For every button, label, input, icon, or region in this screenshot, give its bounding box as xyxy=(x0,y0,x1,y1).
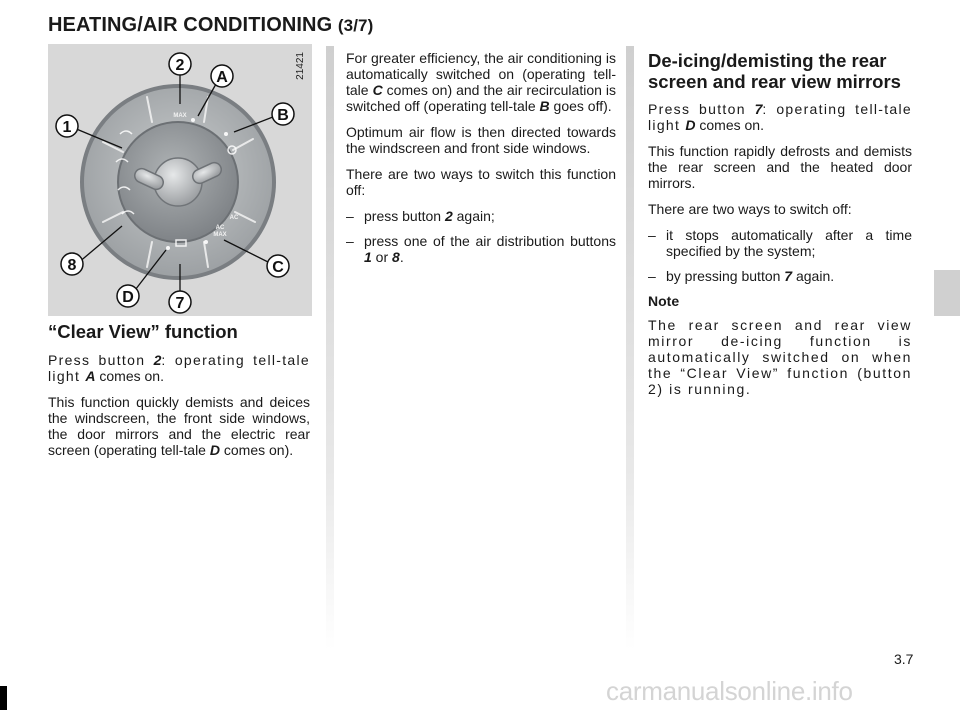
note-label: Note xyxy=(648,293,680,309)
clear-view-instruction: Press button 2: operating tell-tale light A comes on. xyxy=(48,352,311,384)
panel-label-max-top: MAX xyxy=(173,113,187,119)
watermark: carmanualsonline.info xyxy=(606,676,853,706)
rear-demist-heading: De-icing/demisting the rear screen and rear view mirrors xyxy=(648,50,901,92)
efficiency-paragraph: For greater efficiency, the air conditioning is automatically switched on (operating tell-tale C comes on) and the air recirculation is switched off (operating tell-tale B goes off). xyxy=(346,50,616,114)
clear-view-heading: “Clear View” function xyxy=(48,321,238,342)
callout-7: 7 xyxy=(175,295,185,312)
panel-label-max-bottom: MAX xyxy=(213,232,227,238)
list-item: – it stops automatically after a time specified by the system; xyxy=(648,227,912,259)
rear-switch-off-list xyxy=(648,227,912,284)
column-divider-right xyxy=(626,46,634,650)
switch-off-list xyxy=(346,208,616,265)
clear-view-description: This function quickly demists and deices the windscreen, the front side windows, the door mirrors and the electric rear screen (operating tell-tale D comes on). xyxy=(48,394,310,458)
panel-label-ac-right: AC xyxy=(229,215,239,221)
callout-c: C xyxy=(272,259,284,276)
rear-demist-section xyxy=(648,50,912,407)
rear-demist-description: This function rapidly defrosts and demists the rear screen and the heated door mirrors. xyxy=(648,143,912,191)
callout-1: 1 xyxy=(62,119,72,136)
figure-code: 21421 xyxy=(295,52,306,80)
chapter-tab xyxy=(934,270,960,316)
rear-demist-instruction: Press button 7: operating tell-tale light D comes on. xyxy=(648,101,913,133)
air-conditioning-section xyxy=(346,50,616,274)
callout-2: 2 xyxy=(175,57,185,74)
callout-8: 8 xyxy=(67,257,77,274)
control-panel-figure xyxy=(48,44,312,316)
callout-d: D xyxy=(122,289,134,306)
rear-switch-off-intro: There are two ways to switch off: xyxy=(648,201,852,217)
page-title xyxy=(48,14,373,37)
callout-b: B xyxy=(277,107,289,124)
list-item: – press one of the air distribution buttons 1 or 8. xyxy=(346,233,616,265)
title-suffix: (3/7) xyxy=(337,16,374,35)
callout-a: A xyxy=(216,69,228,86)
page-number: 3.7 xyxy=(894,651,914,667)
air-flow-paragraph: Optimum air flow is then directed towards the windscreen and front side windows. xyxy=(346,124,616,156)
title-text: HEATING/AIR CONDITIONING xyxy=(48,14,333,36)
column-divider-left xyxy=(326,46,334,650)
switch-off-intro: There are two ways to switch this function off: xyxy=(346,166,616,198)
panel-label-ac-max: AC xyxy=(215,225,225,231)
note-text: The rear screen and rear view mirror de-icing function is automatically switched on when the “Clear View” function (button 2) is running. xyxy=(648,317,912,397)
corner-mark xyxy=(0,686,7,710)
clear-view-section xyxy=(48,321,310,468)
list-item: – press button 2 again; xyxy=(346,208,495,224)
list-item: – by pressing button 7 again. xyxy=(648,268,835,284)
